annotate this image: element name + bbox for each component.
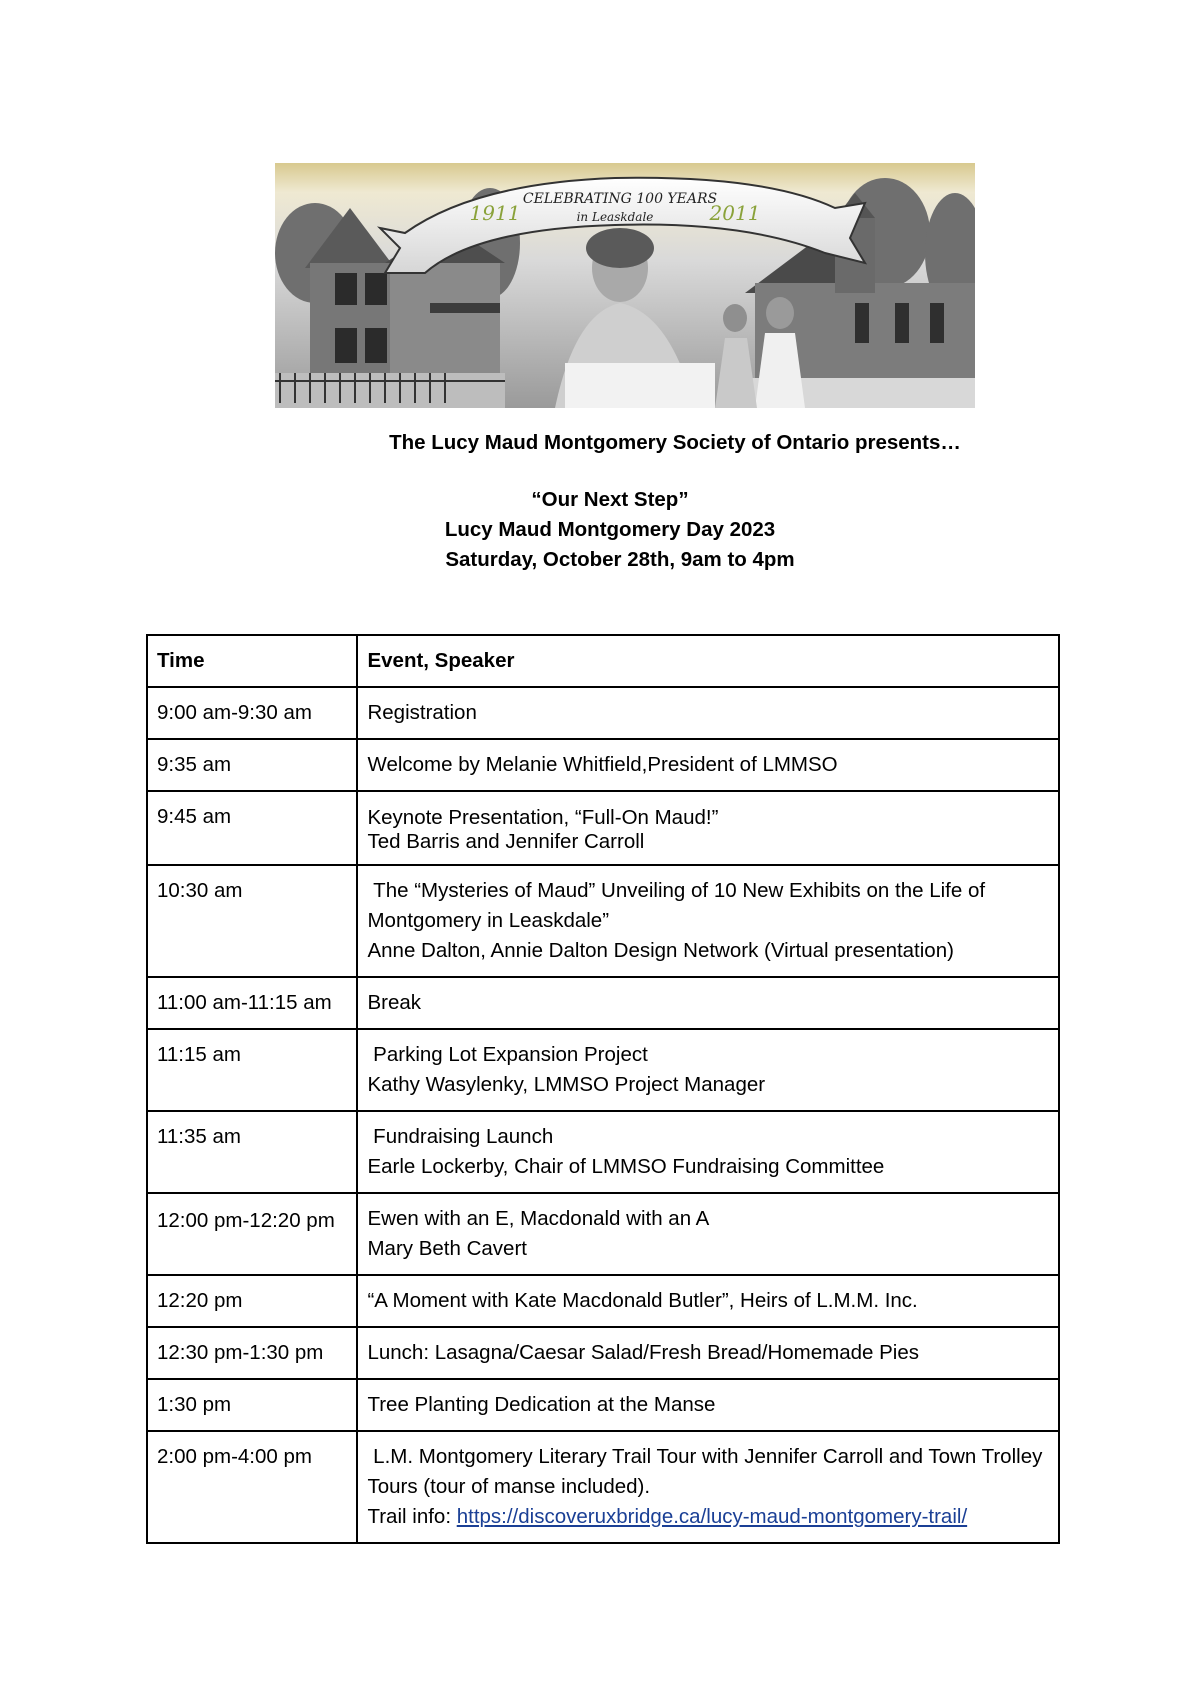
time-cell: 11:15 am [147, 1029, 357, 1111]
schedule-table [146, 634, 1060, 1544]
event-cell [357, 791, 1059, 865]
event-cell [357, 1431, 1059, 1543]
speaker-line: Ted Barris and Jennifer Carroll [367, 830, 645, 853]
speaker-line: Mary Beth Cavert [367, 1237, 527, 1260]
event-title-quote: “Our Next Step” [531, 488, 689, 511]
table-header-row [147, 635, 1059, 687]
table-row [147, 1275, 1059, 1327]
time-cell: 11:00 am-11:15 am [147, 977, 357, 1029]
event-line: Keynote Presentation, “Full-On Maud!” [367, 806, 719, 829]
speaker-line: Earle Lockerby, Chair of LMMSO Fundraising Committee [367, 1155, 885, 1178]
time-cell: 12:20 pm [147, 1275, 357, 1327]
event-line: Welcome by Melanie Whitfield,President of LMMSO [367, 753, 838, 776]
event-line: Lunch: Lasagna/Caesar Salad/Fresh Bread/Homemade Pies [367, 1341, 920, 1364]
event-cell [357, 977, 1059, 1029]
trail-info-label: Trail info: [367, 1505, 457, 1528]
time-cell: 1:30 pm [147, 1379, 357, 1431]
event-line: Break [367, 991, 422, 1014]
time-cell: 11:35 am [147, 1111, 357, 1193]
table-row [147, 1193, 1059, 1275]
event-cell [357, 1275, 1059, 1327]
event-cell [357, 1379, 1059, 1431]
event-line: Ewen with an E, Macdonald with an A [367, 1207, 710, 1230]
table-row [147, 1111, 1059, 1193]
table-row [147, 865, 1059, 977]
event-line: Registration [367, 701, 477, 724]
event-line: L.M. Montgomery Literary Trail Tour with Jennifer Carroll and Town Trolley Tours (tour of manse included). [367, 1445, 1048, 1498]
year-end: 2011 [709, 201, 761, 225]
trail-info-link[interactable]: https://discoveruxbridge.ca/lucy-maud-montgomery-trail/ [456, 1505, 968, 1528]
trail-info-line [367, 1502, 1049, 1532]
presenter-line: The Lucy Maud Montgomery Society of Ontario presents… [389, 431, 961, 454]
event-line: The “Mysteries of Maud” Unveiling of 10 New Exhibits on the Life of Montgomery in Leaskdale” [367, 879, 991, 932]
column-header-event: Event, Speaker [357, 635, 1059, 687]
table-row [147, 1431, 1059, 1543]
event-cell [357, 739, 1059, 791]
table-row [147, 977, 1059, 1029]
celebration-banner [275, 163, 975, 408]
table-row [147, 1029, 1059, 1111]
speaker-line: Kathy Wasylenky, LMMSO Project Manager [367, 1073, 766, 1096]
table-row [147, 791, 1059, 865]
table-row [147, 739, 1059, 791]
time-cell: 12:00 pm-12:20 pm [147, 1193, 357, 1275]
event-cell [357, 1111, 1059, 1193]
year-start: 1911 [469, 201, 521, 225]
time-cell: 9:00 am-9:30 am [147, 687, 357, 739]
ribbon-line1: CELEBRATING 100 YEARS [522, 191, 718, 207]
event-cell [357, 687, 1059, 739]
time-cell: 9:35 am [147, 739, 357, 791]
event-cell [357, 1029, 1059, 1111]
time-cell: 10:30 am [147, 865, 357, 977]
event-cell [357, 865, 1059, 977]
time-cell: 12:30 pm-1:30 pm [147, 1327, 357, 1379]
event-cell [357, 1327, 1059, 1379]
column-header-time: Time [147, 635, 357, 687]
event-line: Fundraising Launch [367, 1125, 554, 1148]
ribbon-line2: in Leaskdale [576, 210, 654, 224]
event-line: Tree Planting Dedication at the Manse [367, 1393, 716, 1416]
table-row [147, 1327, 1059, 1379]
event-title: Lucy Maud Montgomery Day 2023 [444, 518, 776, 541]
table-row [147, 1379, 1059, 1431]
time-cell: 2:00 pm-4:00 pm [147, 1431, 357, 1543]
speaker-line: Anne Dalton, Annie Dalton Design Network (Virtual presentation) [367, 939, 954, 962]
event-cell [357, 1193, 1059, 1275]
event-line: Parking Lot Expansion Project [367, 1043, 648, 1066]
event-line: “A Moment with Kate Macdonald Butler”, Heirs of L.M.M. Inc. [367, 1289, 918, 1312]
table-row [147, 687, 1059, 739]
event-date: Saturday, October 28th, 9am to 4pm [445, 548, 795, 571]
time-cell: 9:45 am [147, 791, 357, 865]
